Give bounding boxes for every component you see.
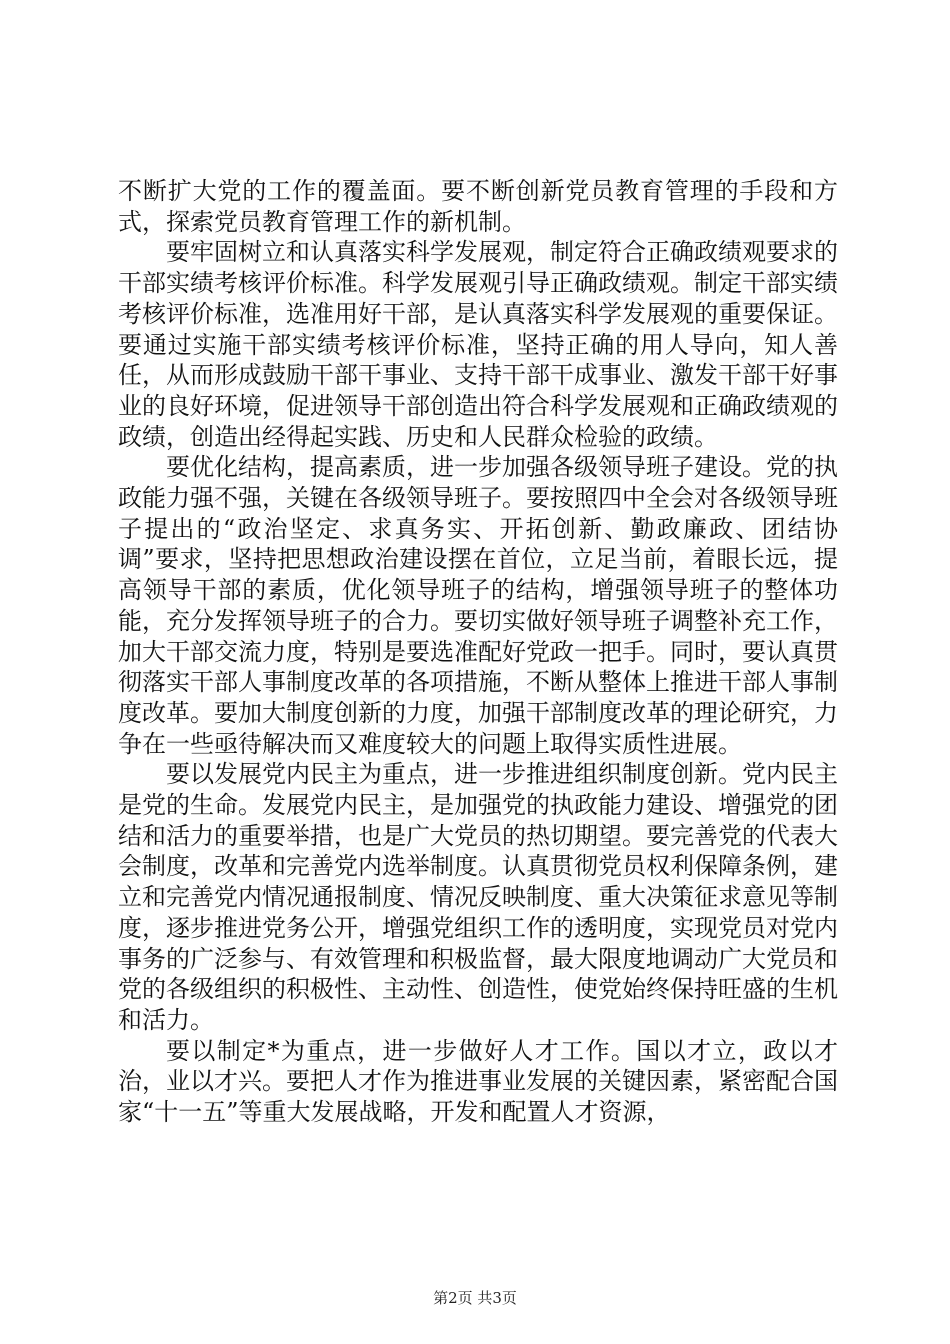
document-body	[118, 176, 838, 1128]
paragraph-2: 要牢固树立和认真落实科学发展观，制定符合正确政绩观要求的干部实绩考核评价标准。科学发展观引导正确政绩观。制定干部实绩考核评价标准，选准用好干部，是认真落实科学发展观的重要保证。要通过实施干部实绩考核评价标准，坚持正确的用人导向，知人善任，从而形成鼓励干部干事业、支持干部干成事业、激发干部干好事业的良好环境，促进领导干部创造出符合科学发展观和正确政绩观的政绩，创造出经得起实践、历史和人民群众检验的政绩。	[118, 238, 838, 451]
page-number-footer: 第2页 共3页	[433, 1289, 517, 1307]
paragraph-4: 要以发展党内民主为重点，进一步推进组织制度创新。党内民主是党的生命。发展党内民主，是加强党的执政能力建设、增强党的团结和活力的重要举措，也是广大党员的热切期望。要完善党的代表大会制度，改革和完善党内选举制度。认真贯彻党员权利保障条例，建立和完善党内情况通报制度、情况反映制度、重大决策征求意见等制度，逐步推进党务公开，增强党组织工作的透明度，实现党员对党内事务的广泛参与、有效管理和积极监督，最大限度地调动广大党员和党的各级组织的积极性、主动性、创造性，使党始终保持旺盛的生机和活力。	[118, 760, 838, 1034]
paragraph-1: 不断扩大党的工作的覆盖面。要不断创新党员教育管理的手段和方式，探索党员教育管理工作的新机制。	[118, 177, 838, 236]
paragraph-5: 要以制定*为重点，进一步做好人才工作。国以才立，政以才治，业以才兴。要把人才作为推进事业发展的关键因素，紧密配合国家“十一五”等重大发展战略，开发和配置人才资源，	[118, 1036, 838, 1127]
paragraph-3: 要优化结构，提高素质，进一步加强各级领导班子建设。党的执政能力强不强，关键在各级领导班子。要按照四中全会对各级领导班子提出的“政治坚定、求真务实、开拓创新、勤政廉政、团结协调”要求，坚持把思想政治建设摆在首位，立足当前，着眼长远，提高领导干部的素质，优化领导班子的结构，增强领导班子的整体功能，充分发挥领导班子的合力。要切实做好领导班子调整补充工作，加大干部交流力度，特别是要选准配好党政一把手。同时，要认真贯彻落实干部人事制度改革的各项措施，不断从整体上推进干部人事制度改革。要加大制度创新的力度，加强干部制度改革的理论研究，力争在一些亟待解决而又难度较大的问题上取得实质性进展。	[118, 453, 838, 758]
